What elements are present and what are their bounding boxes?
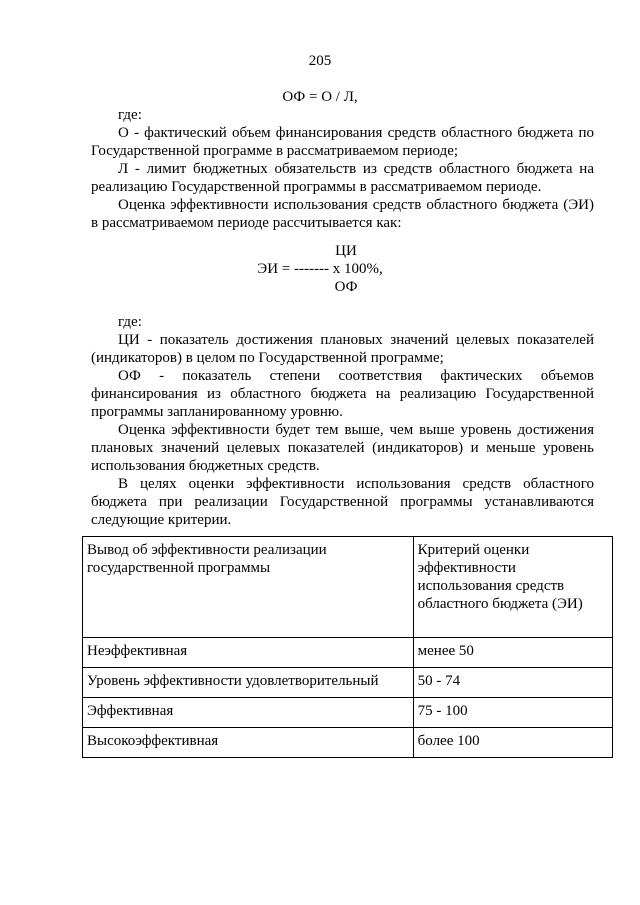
table-header-cell: Критерий оценки эффективности использования средств областного бюджета (ЭИ)	[413, 537, 612, 638]
table-cell: менее 50	[413, 638, 612, 668]
definition-ci: ЦИ - показатель достижения плановых значений целевых показателей (индикаторов) в целом по Государственной программе;	[91, 332, 594, 366]
table-header-cell: Вывод об эффективности реализации государственной программы	[83, 537, 414, 638]
definition-of: ОФ - показатель степени соответствия фактических объемов финансирования из областного бюджета на реализацию Государственной программы запланированному уровню.	[91, 368, 594, 420]
text-section-1	[91, 106, 594, 232]
table-cell: Эффективная	[83, 698, 414, 728]
table-row	[83, 668, 613, 698]
table-header-row	[83, 537, 613, 638]
where-label-2: где:	[118, 314, 142, 330]
table-cell: 50 - 74	[413, 668, 612, 698]
text-section-2	[91, 313, 594, 529]
note-efficiency: Оценка эффективности будет тем выше, чем выше уровень достижения плановых значений целевых показателей (индикаторов) и меньше уровень использования бюджетных средств.	[91, 422, 594, 474]
formula-denominator: ОФ	[334, 279, 358, 295]
intro-ei: Оценка эффективности использования средств областного бюджета (ЭИ) в рассматриваемом периоде рассчитывается как:	[91, 197, 594, 231]
formula-of: ОФ = О / Л,	[282, 89, 358, 105]
table-cell: более 100	[413, 728, 612, 758]
table-row	[83, 638, 613, 668]
where-label-1: где:	[118, 107, 142, 123]
table-cell: Высокоэффективная	[83, 728, 414, 758]
criteria-table	[82, 536, 613, 758]
table-cell: 75 - 100	[413, 698, 612, 728]
table-row	[83, 698, 613, 728]
definition-l: Л - лимит бюджетных обязательств из средств областного бюджета на реализацию Государственной программы в рассматриваемом периоде.	[91, 161, 594, 195]
table-cell: Неэффективная	[83, 638, 414, 668]
page-number: 205	[308, 53, 332, 69]
table-cell: Уровень эффективности удовлетворительный	[83, 668, 414, 698]
definition-o: О - фактический объем финансирования средств областного бюджета по Государственной программе в рассматриваемом периоде;	[91, 125, 594, 159]
criteria-intro: В целях оценки эффективности использования средств областного бюджета при реализации Государственной программы устанавливаются следующие критерии.	[91, 476, 594, 528]
formula-numerator: ЦИ	[335, 243, 357, 259]
table-row	[83, 728, 613, 758]
formula-main: ЭИ = ------- х 100%,	[257, 261, 383, 277]
